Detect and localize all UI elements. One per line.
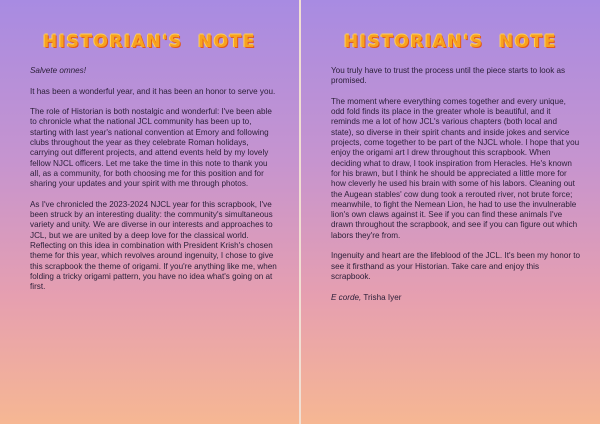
signoff	[331, 293, 581, 303]
signoff-name: Trisha Iyer	[361, 292, 402, 302]
note-body	[30, 66, 278, 303]
paragraph: It has been a wonderful year, and it has been an honor to serve you.	[30, 86, 276, 96]
paragraph: The moment where everything comes together and every unique, odd fold finds its place in the greater whole is beautiful, and it reminds me a lot of how JCL's various chapters (both local and state), so diverse in their spirit chants and inside jokes and service projects, come together to be part of the NJCL whole. I hope that you enjoy the origami art I drew throughout this scrapbook. When deciding what to draw, I took inspiration from Heracles. He's known for his brawn, but I think he should be appreciated a little more for how cleverly he used his brain with some of his labors. Cleaning out the Augean stables' cow dung took a rerouted river, not brute force; meanwhile, to fight the Nemean Lion, he had to use the invulnerable lion's own claws against it. See if you can find these animals I've drawn throughout the scrapbook, and see if you can figure out which labors they're from.	[331, 96, 580, 240]
paragraph: The role of Historian is both nostalgic and wonderful: I've been able to chronicle what the national JCL community has been up to, starting with last year's national convention at Emory and following clubs throughout the year as they celebrate Roman holidays, carrying out different projects, and attend events held by my lovely fellow NJCL officers. Let me take the time in this note to thank you all, as a community, for both choosing me for this position and for sharing your updates and your spirit with me through photos.	[30, 107, 272, 189]
paragraph: You truly have to trust the process until the piece starts to look as promised.	[331, 66, 566, 86]
page-title: HISTORIAN'S NOTE	[344, 32, 557, 52]
right-page	[301, 0, 600, 424]
paragraph: As I've chronicled the 2023-2024 NJCL year for this scrapbook, I've been struck by an interesting duality: the community's simultaneous variety and unity. We are diverse in our interests and approaches to JCL, but we are united by a deep love for the classical world. Reflecting on this idea in combination with President Krish's chosen theme for this year, which revolves around ingenuity, I chose to give this scrapbook the theme of origami. If you're anything like me, when folding a tricky origami pattern, you have no idea what's going on at first.	[30, 199, 277, 292]
paragraph: Ingenuity and heart are the lifeblood of the JCL. It's been my honor to see it firsthand as your Historian. Take care and enjoy this scrapbook.	[331, 251, 581, 281]
page-title: HISTORIAN'S NOTE	[43, 32, 256, 52]
left-page	[0, 0, 299, 424]
signoff-latin: E corde,	[331, 292, 362, 302]
salutation: Salvete omnes!	[30, 66, 87, 75]
note-body	[331, 66, 581, 313]
